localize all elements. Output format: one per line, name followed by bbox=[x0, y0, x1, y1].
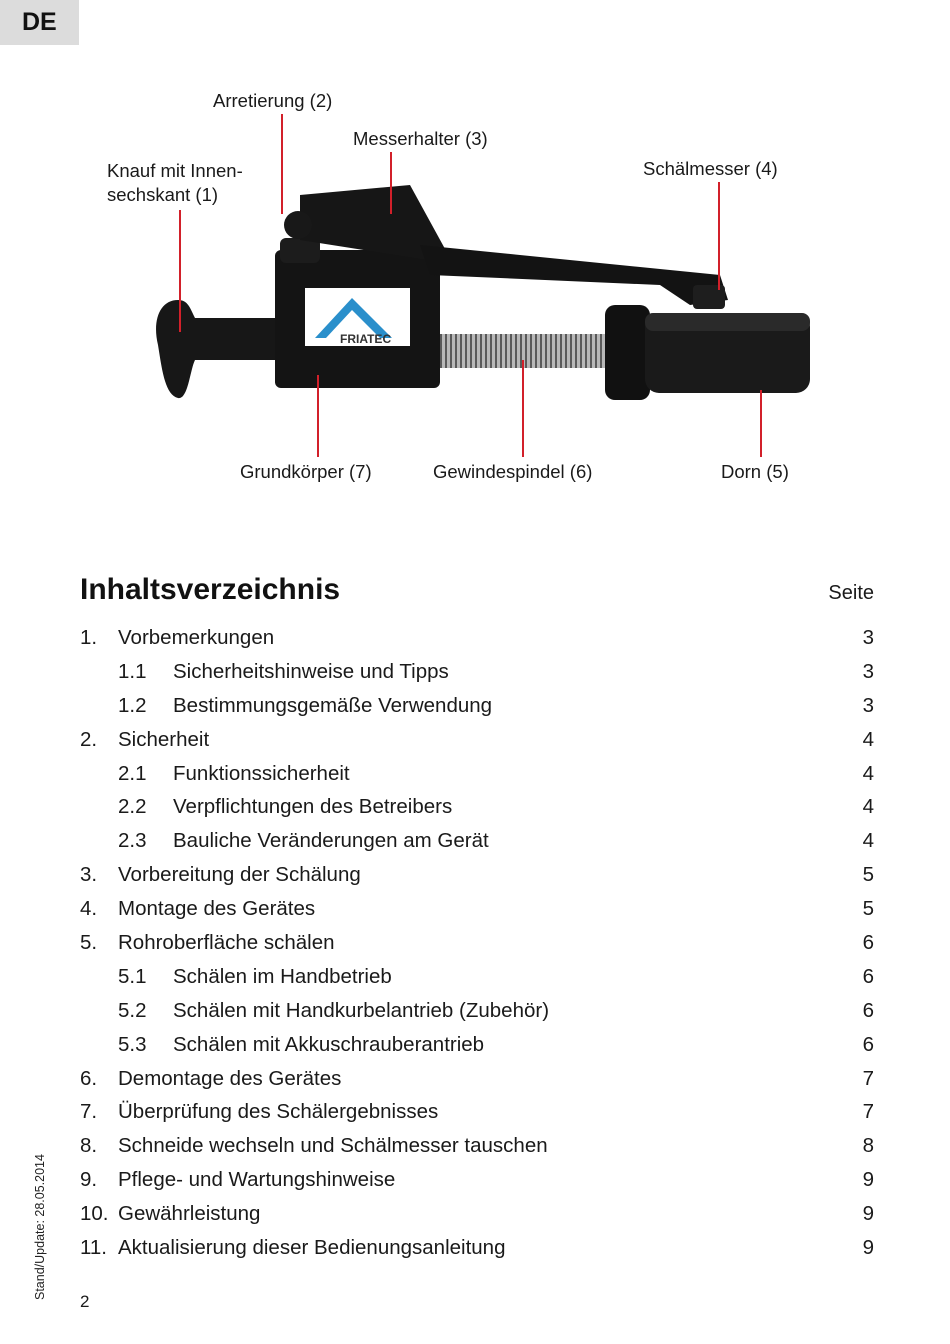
toc-entry-number: 8. bbox=[80, 1134, 98, 1158]
toc-entry[interactable] bbox=[80, 1197, 874, 1231]
toc-entry[interactable] bbox=[80, 994, 874, 1028]
leader-line-dorn bbox=[760, 390, 762, 457]
logo-text: FRIATEC bbox=[340, 332, 392, 346]
toc-entry-number: 7. bbox=[80, 1100, 98, 1124]
toc-entry[interactable] bbox=[80, 1028, 874, 1062]
toc-entry-label: Aktualisierung dieser Bedienungsanleitung bbox=[118, 1236, 506, 1260]
toc-entry-label: Demontage des Gerätes bbox=[118, 1066, 342, 1090]
toc-entry[interactable] bbox=[80, 1062, 874, 1096]
leader-line-messerhalter bbox=[390, 152, 392, 214]
toc-entry-label: Vorbereitung der Schälung bbox=[118, 863, 361, 887]
toc-entry-number: 6. bbox=[80, 1066, 98, 1090]
toc-entry-page: 4 bbox=[862, 795, 874, 819]
toc-entry-number: 3. bbox=[80, 863, 98, 887]
callout-knauf-line1: Knauf mit Innen- bbox=[107, 160, 243, 181]
callout-dorn: Dorn (5) bbox=[721, 461, 789, 482]
toc-entry-number: 2.3 bbox=[118, 829, 147, 853]
toc-title: Inhaltsverzeichnis bbox=[80, 573, 341, 606]
toc-entry[interactable] bbox=[80, 960, 874, 994]
toc-entry-page: 6 bbox=[862, 964, 874, 988]
callout-arretierung: Arretierung (2) bbox=[213, 90, 333, 111]
toc-entry-page: 4 bbox=[862, 761, 874, 785]
callout-grundkoerper: Grundkörper (7) bbox=[240, 461, 372, 482]
callout-schaelmesser: Schälmesser (4) bbox=[643, 158, 778, 179]
toc-entry[interactable] bbox=[80, 723, 874, 757]
language-tab: DE bbox=[0, 0, 79, 45]
toc-entry-page: 4 bbox=[862, 829, 874, 853]
toc-entry-number: 2. bbox=[80, 727, 98, 751]
toc-entry-label: Verpflichtungen des Betreibers bbox=[173, 795, 453, 819]
toc-entry-page: 7 bbox=[862, 1066, 874, 1090]
toc-entry[interactable] bbox=[80, 757, 874, 791]
table-of-contents bbox=[80, 621, 874, 1265]
callout-knauf-line2: sechskant (1) bbox=[107, 184, 219, 205]
toc-entry-page: 9 bbox=[862, 1202, 874, 1226]
toc-entry-number: 5.1 bbox=[118, 964, 147, 988]
toc-entry-page: 4 bbox=[862, 727, 874, 751]
tool-illustration bbox=[0, 0, 950, 540]
toc-page-column-label: Seite bbox=[828, 582, 874, 604]
toc-entry-page: 9 bbox=[862, 1236, 874, 1260]
toc-entry-label: Montage des Gerätes bbox=[118, 897, 316, 921]
toc-entry[interactable] bbox=[80, 689, 874, 723]
leader-line-gewindespindel bbox=[522, 360, 524, 457]
toc-entry-label: Schälen mit Handkurbelantrieb (Zubehör) bbox=[173, 998, 550, 1022]
leader-line-schaelmesser bbox=[718, 182, 720, 290]
threaded-spindle bbox=[440, 334, 610, 368]
leader-line-arretierung bbox=[281, 114, 283, 214]
toc-entry-label: Pflege- und Wartungshinweise bbox=[118, 1168, 396, 1192]
knob bbox=[156, 300, 280, 398]
toc-entry-page: 8 bbox=[862, 1134, 874, 1158]
callout-messerhalter: Messerhalter (3) bbox=[353, 128, 488, 149]
toc-entry-label: Schälen im Handbetrieb bbox=[173, 964, 392, 988]
toc-entry-number: 5.2 bbox=[118, 998, 147, 1022]
toc-entry-page: 3 bbox=[862, 693, 874, 717]
toc-entry-label: Sicherheitshinweise und Tipps bbox=[173, 659, 449, 683]
toc-entry-page: 9 bbox=[862, 1168, 874, 1192]
toc-entry-label: Schneide wechseln und Schälmesser tauschen bbox=[118, 1134, 548, 1158]
mandrel bbox=[605, 305, 810, 400]
toc-entry[interactable] bbox=[80, 1231, 874, 1265]
toc-entry[interactable] bbox=[80, 1163, 874, 1197]
toc-entry-page: 3 bbox=[862, 626, 874, 649]
knife-arm bbox=[420, 245, 728, 309]
toc-entry[interactable] bbox=[80, 824, 874, 858]
toc-entry-label: Bauliche Veränderungen am Gerät bbox=[173, 829, 489, 853]
toc-entry-page: 7 bbox=[862, 1100, 874, 1124]
product-figure bbox=[0, 0, 950, 540]
toc-entry[interactable] bbox=[80, 1095, 874, 1129]
toc-entry-label: Überprüfung des Schälergebnisses bbox=[118, 1100, 439, 1124]
toc-entry-page: 6 bbox=[862, 998, 874, 1022]
toc-entry-number: 10. bbox=[80, 1202, 109, 1226]
toc-entry-label: Sicherheit bbox=[118, 727, 210, 751]
toc-entry[interactable] bbox=[80, 1129, 874, 1163]
toc-entry-label: Funktionssicherheit bbox=[173, 761, 350, 785]
friatec-logo bbox=[305, 288, 410, 346]
leader-line-grundkoerper bbox=[317, 375, 319, 457]
toc-entry-label: Bestimmungsgemäße Verwendung bbox=[173, 693, 493, 717]
toc-entry-page: 5 bbox=[862, 863, 874, 887]
toc-entry-label: Gewährleistung bbox=[118, 1202, 261, 1226]
toc-entry[interactable] bbox=[80, 858, 874, 892]
toc-entry[interactable] bbox=[80, 926, 874, 960]
toc-entry-number: 2.2 bbox=[118, 795, 147, 819]
toc-entry-number: 1.2 bbox=[118, 693, 147, 717]
toc-entry[interactable] bbox=[80, 655, 874, 689]
toc-entry-number: 5. bbox=[80, 931, 98, 955]
toc-entry-number: 2.1 bbox=[118, 761, 147, 785]
toc-entry-page: 3 bbox=[862, 659, 874, 683]
toc-entry-page: 6 bbox=[862, 1032, 874, 1056]
revision-date: Stand/Update: 28.05.2014 bbox=[33, 1154, 47, 1300]
toc-entry-number: 9. bbox=[80, 1168, 98, 1192]
base-body bbox=[275, 185, 450, 388]
toc-entry[interactable] bbox=[80, 790, 874, 824]
toc-entry-label: Schälen mit Akkuschrauberantrieb bbox=[173, 1032, 485, 1056]
toc-entry-label: Rohroberfläche schälen bbox=[118, 931, 335, 955]
toc-entry[interactable] bbox=[80, 892, 874, 926]
toc-entry-number: 1.1 bbox=[118, 659, 147, 683]
toc-entry[interactable] bbox=[80, 621, 874, 655]
page-number: 2 bbox=[80, 1292, 90, 1311]
toc-entry-page: 5 bbox=[862, 897, 874, 921]
toc-entry-number: 4. bbox=[80, 897, 98, 921]
toc-entry-number: 11. bbox=[80, 1236, 107, 1260]
toc-entry-number: 5.3 bbox=[118, 1032, 147, 1056]
toc-entry-page: 6 bbox=[862, 931, 874, 955]
toc-entry-label: Vorbemerkungen bbox=[118, 626, 275, 649]
leader-line-knauf bbox=[179, 210, 181, 332]
callout-gewindespindel: Gewindespindel (6) bbox=[433, 461, 593, 482]
toc-entry-number: 1. bbox=[80, 626, 98, 649]
